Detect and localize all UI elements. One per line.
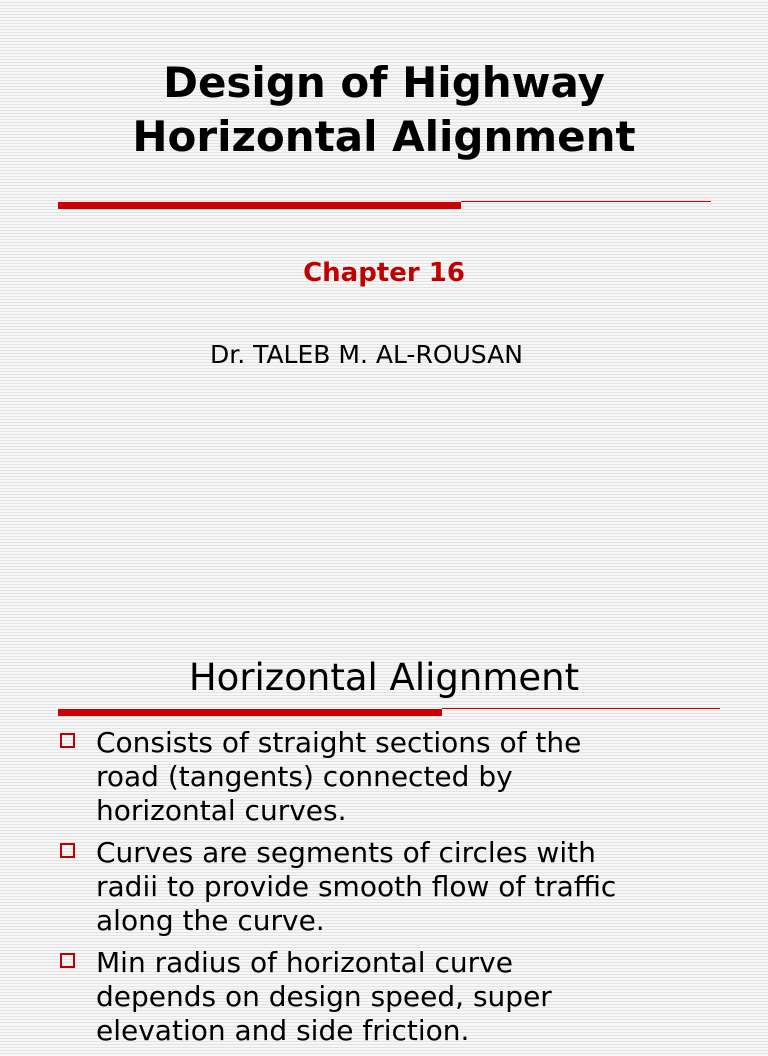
list-item (58, 946, 738, 1048)
bullet-line: Consists of straight sections of the (96, 726, 582, 759)
hollow-square-bullet-icon (60, 953, 75, 968)
content-slide (0, 620, 768, 1047)
hollow-square-bullet-icon (60, 733, 75, 748)
content-title-underline-thick (58, 709, 442, 716)
title-line-1: Design of Highway (163, 58, 605, 107)
title-underline-thin (461, 201, 711, 202)
bullet-list (58, 726, 738, 1056)
slide-title (0, 56, 768, 164)
bullet-line: road (tangents) connected by (96, 760, 513, 793)
list-item (58, 836, 738, 938)
title-underline-thick (58, 202, 461, 209)
title-line-2: Horizontal Alignment (132, 112, 636, 161)
bullet-line: Curves are segments of circles with (96, 836, 596, 869)
bullet-line: radii to provide smooth flow of traffic (96, 870, 617, 903)
content-title-underline-thin (442, 708, 720, 709)
hollow-square-bullet-icon (60, 843, 75, 858)
bullet-line: Min radius of horizontal curve (96, 946, 513, 979)
content-slide-title: Horizontal Alignment (188, 656, 580, 699)
list-item (58, 726, 738, 828)
chapter-label: Chapter 16 (303, 258, 465, 288)
bullet-line: depends on design speed, super (96, 980, 552, 1013)
bullet-line: elevation and side friction. (96, 1014, 470, 1047)
bullet-line: along the curve. (96, 904, 325, 937)
author-name: Dr. TALEB M. AL-ROUSAN (210, 340, 523, 369)
bullet-line: horizontal curves. (96, 794, 347, 827)
